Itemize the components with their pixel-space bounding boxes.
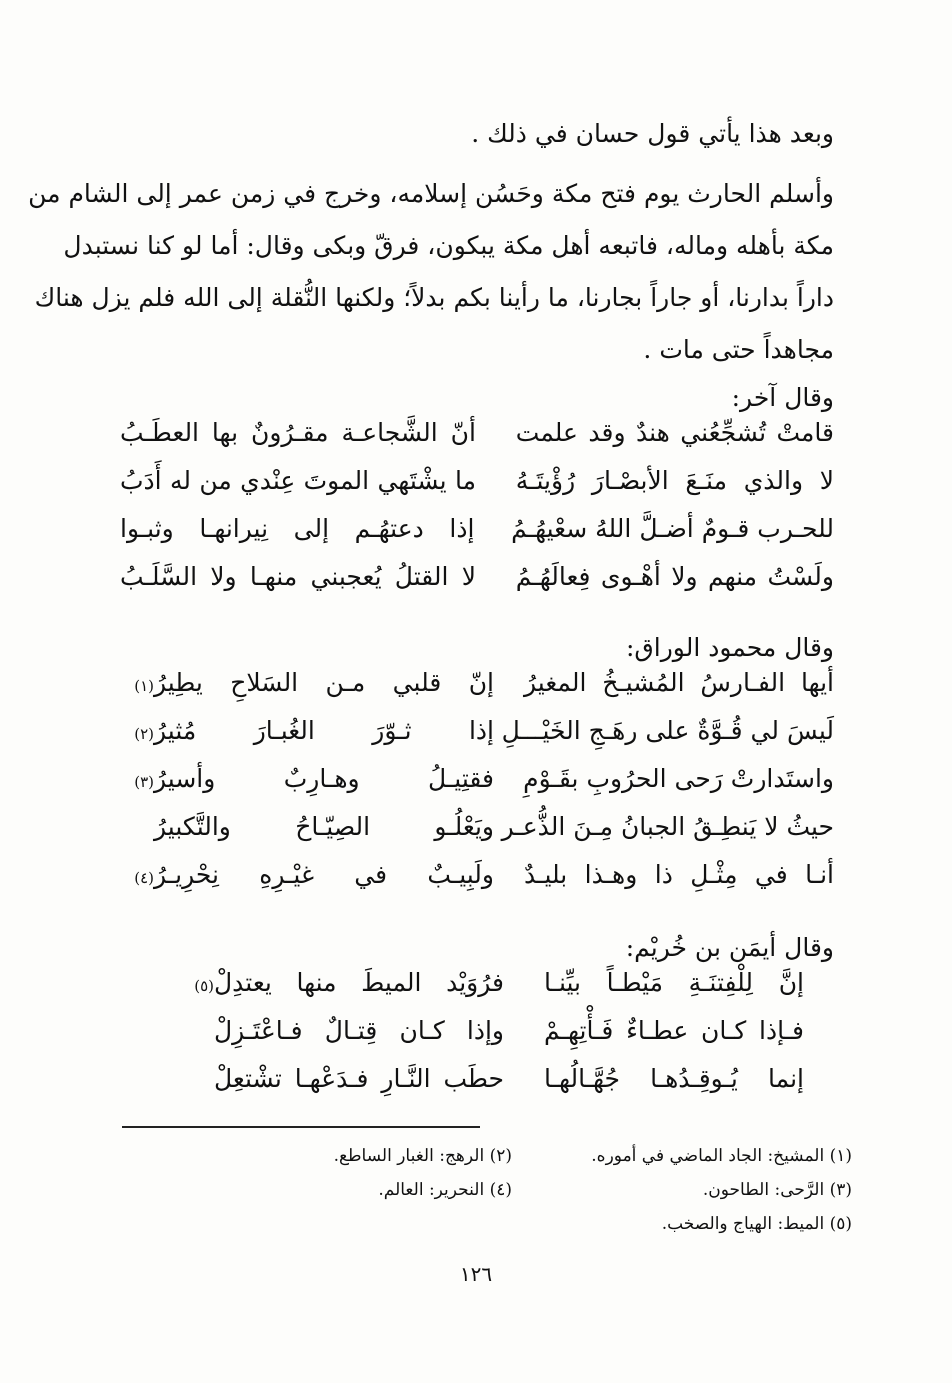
footnote-marker: (٤) — [134, 869, 154, 887]
paragraph-line: مجاهداً حتى مات . — [643, 335, 834, 364]
verse — [120, 466, 834, 514]
poem-2 — [120, 628, 834, 908]
verse-second-hemistich: ولَبِيـبٌ في غيْـرِهِ نِحْرِيـرُ — [154, 860, 494, 889]
verse-first-hemistich: واستَدارتْ رَحى الحرُوبِ بقَـوْمِ — [523, 764, 834, 793]
prose-paragraph — [28, 168, 834, 376]
verse — [150, 968, 834, 1016]
verse — [120, 764, 834, 812]
intro-text: وبعد هذا يأتي قول حسان في ذلك . — [471, 119, 834, 148]
verse — [120, 716, 834, 764]
footnote-5: (٥) الميط: الهياج والصخب. — [661, 1214, 852, 1234]
verse — [120, 418, 834, 466]
paragraph-line: مكة بأهله وماله، فاتبعه أهل مكة يبكون، فرقّ وبكى وقال: أما لو كنا نستبدل — [63, 231, 834, 260]
verse-second-hemistich: إذا ثـوّرَ الغُبـارَ مُثيرُ — [154, 716, 494, 745]
verse-first-hemistich: أيها الفـارسُ المُشيـخُ المغيرُ — [524, 668, 834, 697]
verse — [150, 1016, 834, 1064]
verse-second-hemistich: ما يشْتَهي الموتَ عِنْدي من له أَدَبُ — [120, 466, 476, 495]
verse-first-hemistich: ولَسْتُ منهم ولا أهْـوى فِعالَهُـمُ — [515, 562, 834, 591]
footnote-separator — [122, 1126, 480, 1128]
poem-label: وقال آخر: — [731, 383, 834, 412]
verse-second-hemistich: فقتِيـلُ وهـارِبٌ وأسيرُ — [154, 764, 494, 793]
verse-second-hemistich: أنّ الشَّجاعـة مقـرُونٌ بها العطَـبُ — [120, 418, 476, 447]
verse — [120, 562, 834, 610]
verse-first-hemistich: إنما يُـوقِـدُهـا جُهَّـالُهـا — [544, 1064, 804, 1093]
footnote-1: (١) المشيخ: الجاد الماضي في أموره. — [591, 1146, 852, 1166]
verse — [120, 812, 834, 860]
poem-1 — [120, 378, 834, 610]
verse — [120, 514, 834, 562]
verse-first-hemistich: لا والذي منَـعَ الأبصْـارَ رُؤْيتَـهُ — [515, 466, 834, 495]
verse-first-hemistich: للحـرب قـومٌ أضـلَّ اللهُ سعْيهُـمُ — [511, 514, 834, 543]
footnote-marker: (٣) — [134, 773, 154, 791]
poem-label: وقال محمود الوراق: — [625, 633, 834, 662]
footnote-marker: (٢) — [134, 725, 154, 743]
footnote-marker: (١) — [134, 677, 154, 695]
verse-second-hemistich: لا القتلُ يُعجبني منهـا ولا السَّلَـبُ — [120, 562, 476, 591]
verse — [120, 860, 834, 908]
verse — [120, 668, 834, 716]
verse-first-hemistich: حيثُ لا يَنطِـقُ الجبانُ مِـنَ الذُّعـر — [501, 812, 834, 841]
verse-second-hemistich: ويَعْلُـو الصِيّـاحُ والتَّكبيرُ — [154, 812, 494, 841]
poem-label: وقال أيمَن بن خُريْم: — [625, 933, 834, 962]
verse-first-hemistich: فـإذا كـان عطـاءٌ فَـأْتِهِـمْ — [544, 1016, 804, 1045]
footnote-3: (٣) الرَّحى: الطاحون. — [702, 1180, 852, 1200]
verse-second-hemistich: وإذا كـان قِتـالٌ فـاعْتَـزِلْ — [214, 1016, 504, 1045]
verse-second-hemistich: إذا دعتهُـم إلى نِيرانهـا وثبـوا — [120, 514, 475, 543]
verse-first-hemistich: إنَّ لِلْفِتنَـةِ مَيْطـاً بيِّنـا — [544, 968, 804, 997]
verse-first-hemistich: لَيسَ لي قُـوَّةٌ على رهَـجِ الخَيْـــلِ — [501, 716, 834, 745]
footnote-4: (٤) النحرير: العالم. — [378, 1180, 512, 1200]
verse-first-hemistich: أنـا في مِثْـلِ ذا وهـذا بليـدٌ — [524, 860, 834, 889]
verse-first-hemistich: قامتْ تُشجِّعُني هندٌ وقد علمت — [515, 418, 834, 447]
verse-second-hemistich: فرُوَيْد الميطَ منها يعتدِلْ — [214, 968, 504, 997]
paragraph-line: وأسلم الحارث يوم فتح مكة وحَسُن إسلامه، وخرج في زمن عمر إلى الشام من — [28, 179, 834, 208]
footnote-2: (٢) الرهج: الغبار الساطع. — [333, 1146, 512, 1166]
poem-3 — [150, 928, 834, 1112]
footnote-marker: (٥) — [194, 977, 214, 995]
paragraph-line: داراً بدارنا، أو جاراً بجارنا، ما رأينا بكم بدلاً؛ ولكنها النُّقلة إلى الله فلم يزل هناك — [34, 283, 834, 312]
verse — [150, 1064, 834, 1112]
intro-line — [92, 108, 834, 160]
verse-second-hemistich: إنّ قلبي مـن السَلاحِ يطِيرُ — [154, 668, 494, 697]
page-number: ١٢٦ — [459, 1262, 493, 1286]
verse-second-hemistich: حطَب النَّـارِ فـدَعْهـا تشْتعِلْ — [214, 1064, 504, 1093]
